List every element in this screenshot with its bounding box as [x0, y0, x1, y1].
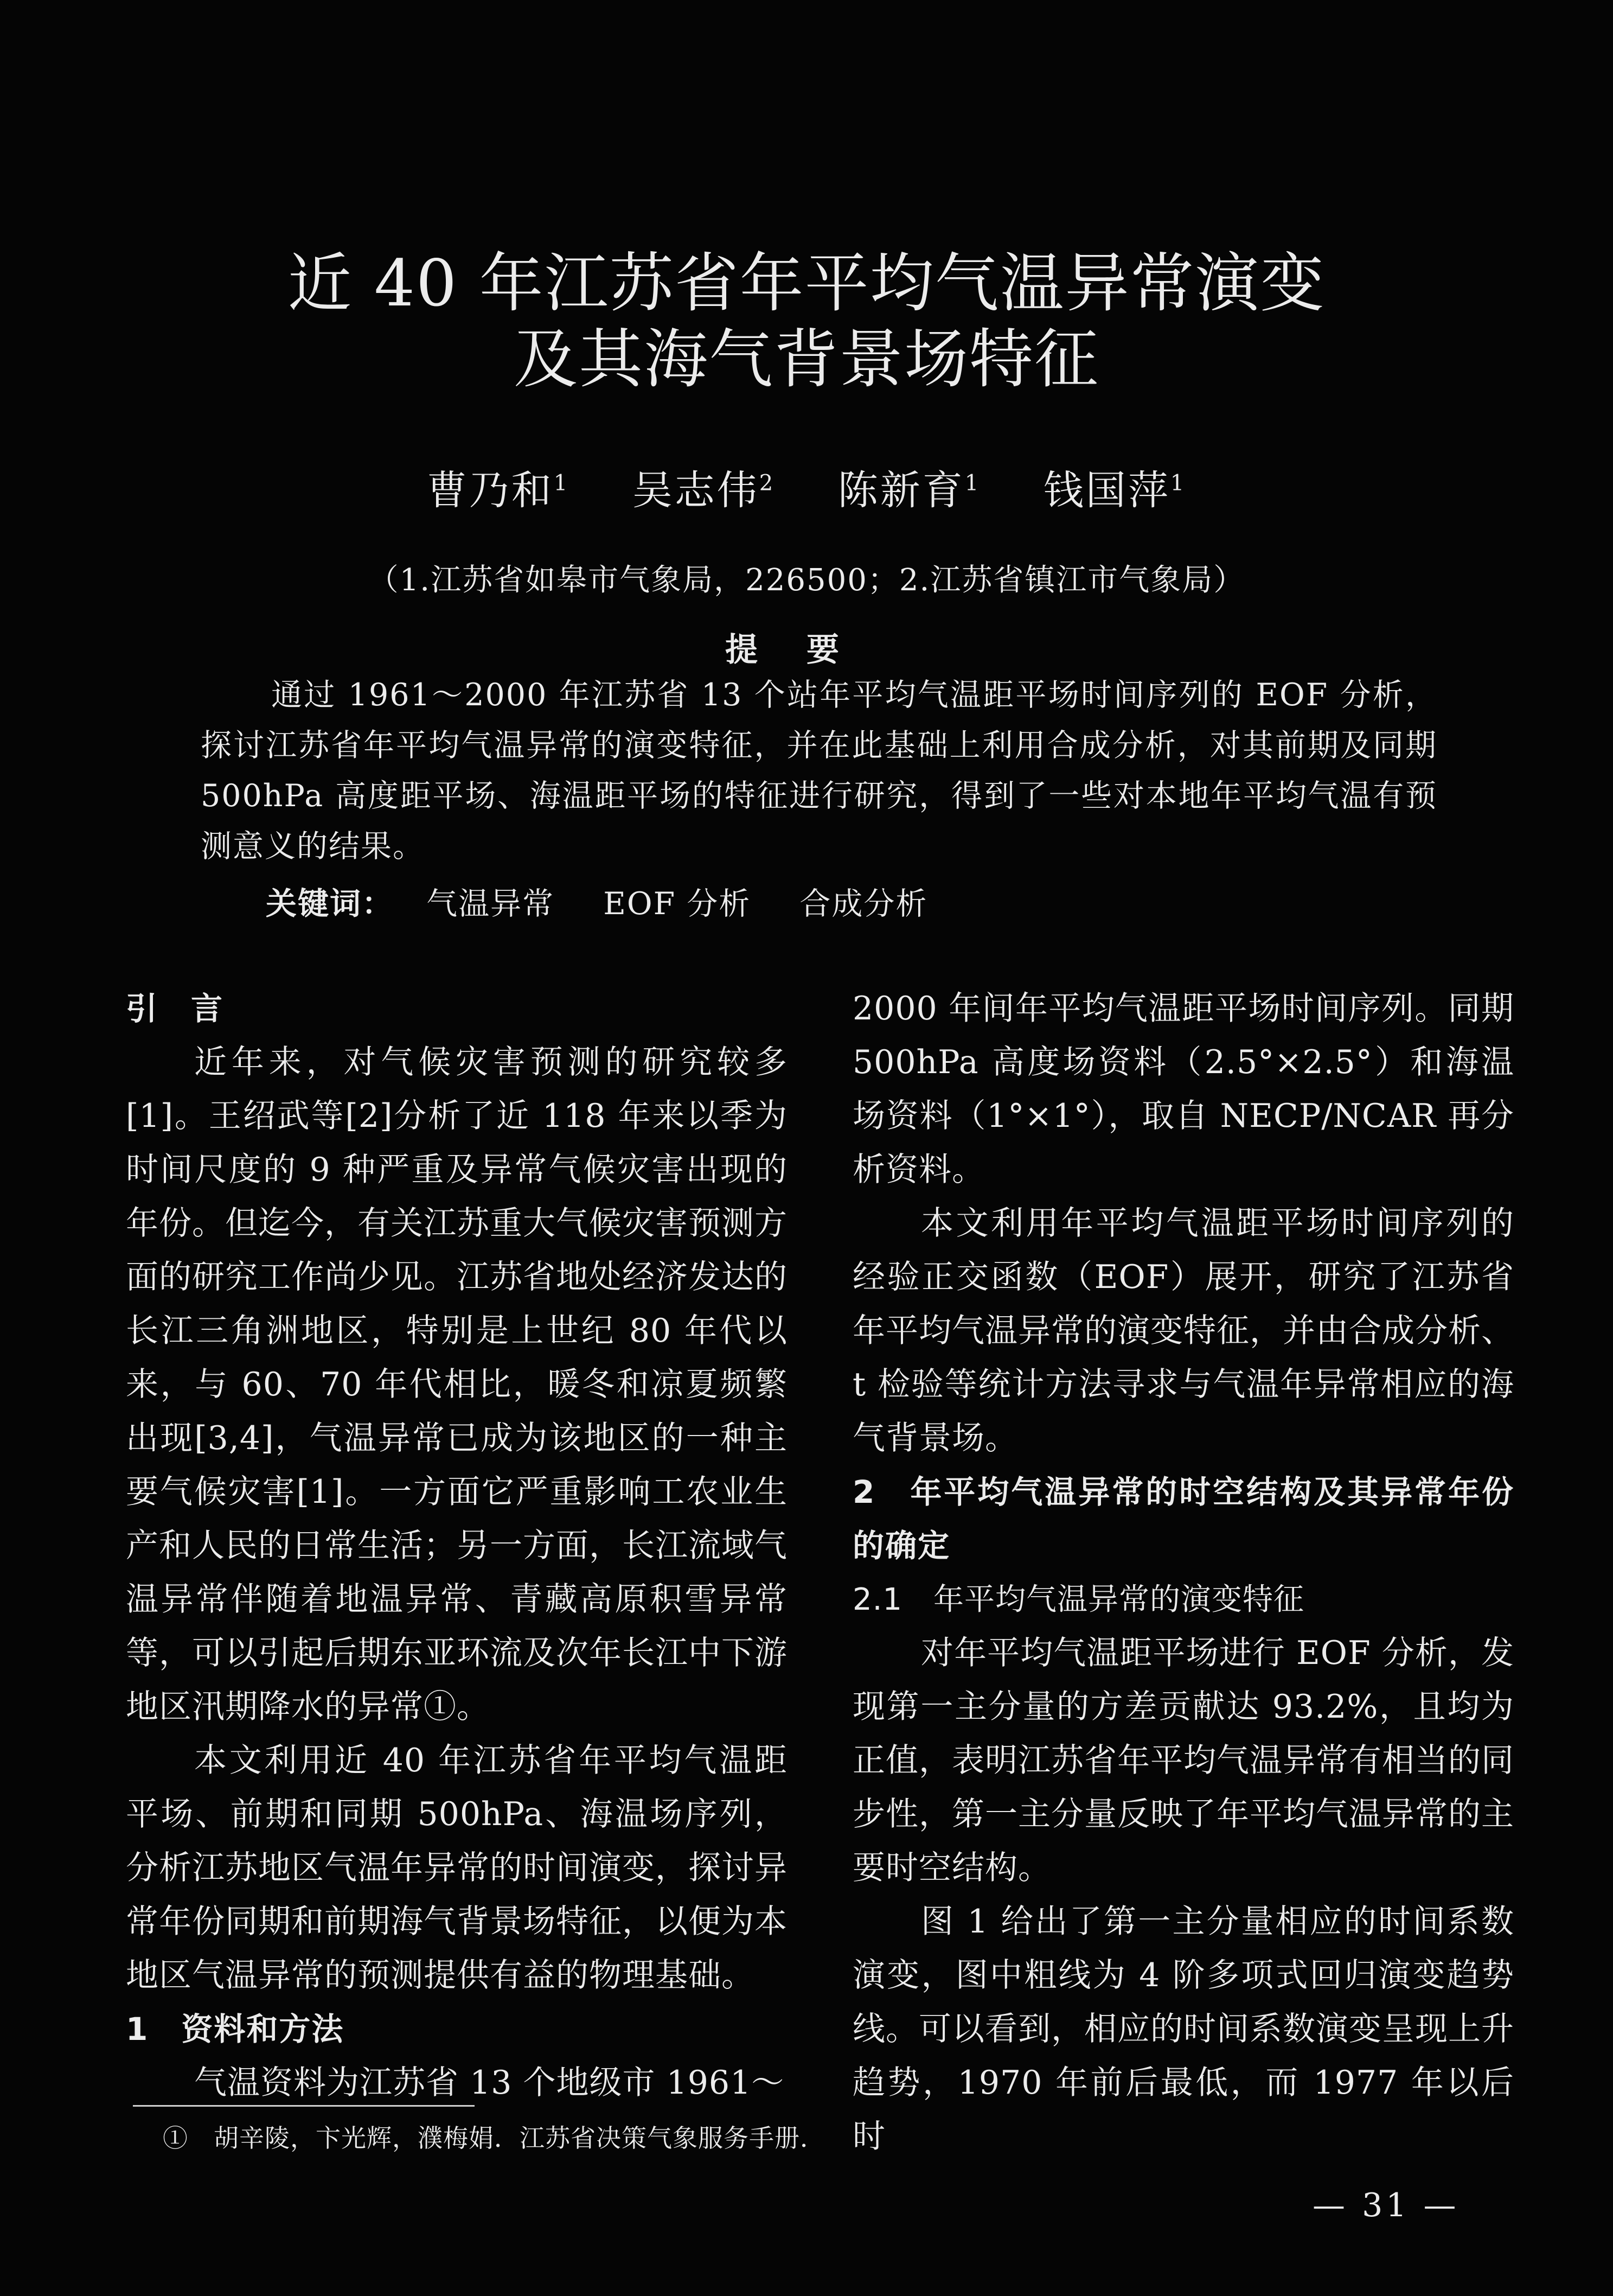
paragraph: 气温资料为江苏省 13 个地级市 1961～	[194, 2064, 785, 2102]
author-list	[0, 458, 1613, 516]
author: 曹乃和$^1$	[426, 467, 570, 514]
paragraph: 对年平均气温距平场进行 EOF 分析，发现第一主分量的方差贡献达 93.2%，且均为正值，表明江苏省年平均气温异常有相当的同步性，第一主分量反映了年平均气温异常的主要时空结构。	[853, 1634, 1514, 1887]
paragraph: 本文利用近 40 年江苏省年平均气温距平场、前期和同期 500hPa、海温场序列，分析江苏地区气温年异常的时间演变，探讨异常年份同期和前期海气背景场特征，以便为本地区气温异常的预测提供有益的物理基础。	[126, 1742, 788, 1994]
page-number: — 31 —	[1313, 2186, 1460, 2224]
subsection-heading-2-1: 2.1 年平均气温异常的演变特征	[853, 1582, 1305, 1617]
keyword: 合成分析	[799, 886, 928, 922]
keyword: EOF 分析	[603, 886, 751, 922]
abstract-text: 通过 1961～2000 年江苏省 13 个站年平均气温距平场时间序列的 EOF 分析，探讨江苏省年平均气温异常的演变特征，并在此基础上利用合成分析，对其前期及同期 500hPa 高度距平场、海温距平场的特征进行研究，得到了一些对本地年平均气温有预测意义的结果。	[201, 677, 1437, 864]
right-column	[853, 982, 1514, 2164]
author: 陈新育$^1$	[837, 467, 981, 514]
paragraph: 本文利用年平均气温距平场时间序列的经验正交函数（EOF）展开，研究了江苏省年平均气温异常的演变特征，并由合成分析、t 检验等统计方法寻求与气温年异常相应的海气背景场。	[853, 1204, 1514, 1457]
keyword: 气温异常	[426, 886, 555, 922]
left-column	[126, 982, 788, 2110]
footnote: ① 胡辛陵，卞光辉，濮梅娟．江苏省决策气象服务手册．	[163, 2123, 825, 2153]
paragraph: 2000 年间年平均气温距平场时间序列。同期 500hPa 高度场资料（2.5°×2.5°）和海温场资料（1°×1°），取自 NECP/NCAR 再分析资料。	[853, 990, 1514, 1189]
section-heading-intro: 引 言	[126, 990, 224, 1027]
paragraph: 近年来，对气候灾害预测的研究较多[1]。王绍武等[2]分析了近 118 年来以季为时间尺度的 9 种严重及异常气候灾害出现的年份。但迄今，有关江苏重大气候灾害预测方面的研究工作尚少见。江苏省地处经济发达的长江三角洲地区，特别是上世纪 80 年代以来，与 60、70 年代相比，暖冬和凉夏频繁出现[3,4]，气温异常已成为该地区的一种主要气候灾害[1]。一方面它严重影响工农业生产和人民的日常生活；另一方面，长江流域气温异常伴随着地温异常、青藏高原积雪异常等，可以引起后期东亚环流及次年长江中下游地区汛期降水的异常①。	[126, 1043, 788, 1726]
keywords-label: 关键词：	[266, 886, 394, 922]
keywords	[266, 879, 965, 923]
affiliation: （1.江苏省如皋市气象局，226500；2.江苏省镇江市气象局）	[368, 563, 1245, 598]
paper-title-line-1: 近 40 年江苏省年平均气温异常演变	[287, 246, 1326, 321]
section-heading-1: 1 资料和方法	[126, 2011, 344, 2048]
author: 钱国萍$^1$	[1043, 467, 1187, 514]
abstract-heading: 提要	[725, 631, 888, 669]
paragraph: 图 1 给出了第一主分量相应的时间系数演变，图中粗线为 4 阶多项式回归演变趋势线。可以看到，相应的时间系数演变呈现上升趋势，1970 年前后最低，而 1977 年以后时	[853, 1903, 1514, 2155]
section-heading-2: 2 年平均气温异常的时空结构及其异常年份的确定	[853, 1474, 1514, 1564]
paper-title-line-2: 及其海气背景场特征	[513, 322, 1099, 397]
author: 吴志伟$^2$	[632, 467, 776, 514]
footnote-divider	[133, 2105, 475, 2107]
